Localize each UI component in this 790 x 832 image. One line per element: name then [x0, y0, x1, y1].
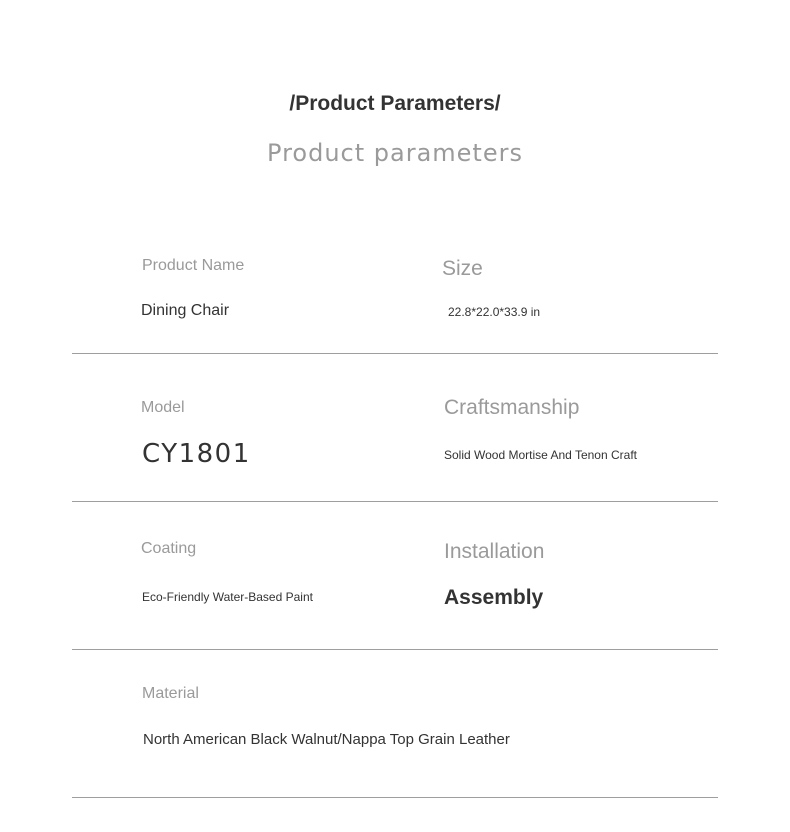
page-subtitle: Product parameters: [267, 139, 523, 167]
coating-label: Coating: [141, 540, 197, 557]
installation-value: Assembly: [444, 586, 544, 609]
material-label: Material: [142, 685, 199, 702]
model-value: CY1801: [142, 439, 251, 469]
page-title: /Product Parameters/: [289, 92, 501, 115]
craftsmanship-value: Solid Wood Mortise And Tenon Craft: [444, 448, 637, 462]
row-divider: [72, 649, 718, 650]
product-name-label: Product Name: [142, 257, 245, 274]
coating-value: Eco-Friendly Water-Based Paint: [142, 590, 313, 604]
row-divider: [72, 353, 718, 354]
row-divider: [72, 501, 718, 502]
model-label: Model: [141, 399, 185, 416]
size-value: 22.8*22.0*33.9 in: [448, 305, 541, 319]
material-value: North American Black Walnut/Nappa Top Grain Leather: [143, 731, 510, 748]
installation-label: Installation: [444, 540, 545, 563]
row-divider: [72, 797, 718, 798]
product-name-value: Dining Chair: [141, 302, 230, 319]
craftsmanship-label: Craftsmanship: [444, 396, 580, 419]
size-label: Size: [442, 257, 483, 280]
